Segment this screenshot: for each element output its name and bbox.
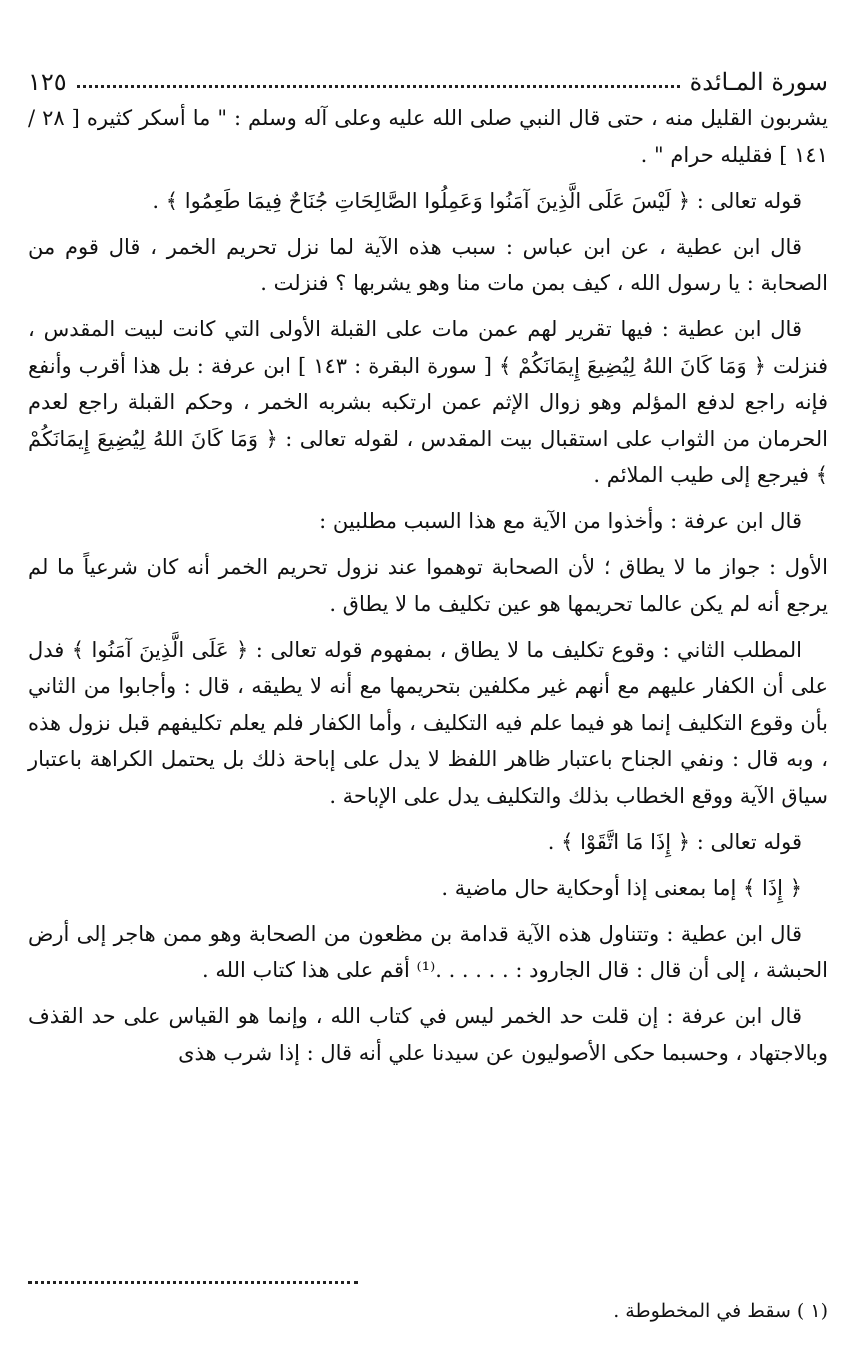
- document-page: [28, 56, 828, 1356]
- footnote-divider: [28, 1281, 358, 1284]
- paragraph: المطلب الثاني : وقوع تكليف ما لا يطاق ، بمفهوم قوله تعالى : ﴿ عَلَى الَّذِينَ آمَنُوا ﴾ فدل على أن الكفار عليهم مع أنهم غير مكلفين بتحريمها مع أنه لا يطيقه ، قال : وأجابوا من الثاني بأن وقوع التكليف إنما هو فيما علم فيه التكليف ، وأما الكفار فلم يعلم تكليفهم قبل نزول هذه ، وبه قال : ونفي الجناح باعتبار ظاهر اللفظ لا يدل على إباحة ذلك بل يحتمل الكراهة باعتبار سياق الآية ووقع الخطاب بذلك والتكليف يدل على الإباحة .: [28, 637, 828, 808]
- paragraph: ﴿ إِذَا ﴾ إما بمعنى إذا أوحكاية حال ماضية .: [441, 875, 802, 900]
- footnote: (١ ) سقط في المخطوطة .: [613, 1300, 828, 1322]
- paragraph: قوله تعالى : ﴿ إِذَا مَا اتَّقَوْا ﴾ .: [547, 829, 802, 854]
- paragraph: يشربون القليل منه ، حتى قال النبي صلى الله عليه وعلى آله وسلم : " ما أسكر كثيره [ ٢٨ / ١٤١ ] فقليله حرام " .: [28, 106, 828, 167]
- paragraph: قال ابن عرفة : وأخذوا من الآية مع هذا السبب مطلبين :: [319, 509, 802, 533]
- body-text: [28, 100, 828, 1081]
- page-number: ١٢٥: [28, 68, 67, 96]
- paragraph: قال ابن عرفة : إن قلت حد الخمر ليس في كتاب الله ، وإنما هو القياس على حد القذف وبالاجتهاد ، وحسبما حكى الأصوليون عن سيدنا علي أنه قال : إذا شرب هذى: [28, 1004, 828, 1065]
- paragraph: قال ابن عطية : فيها تقرير لهم عمن مات على القبلة الأولى التي كانت لبيت المقدس ، فنزلت ﴿ وَمَا كَانَ اللهُ لِيُضِيعَ إِيمَانَكُمْ ﴾ [ سورة البقرة : ١٤٣ ] ابن عرفة : بل هذا أقرب وأنفع فإنه راجع لدفع المؤلم وهو زوال الإثم عمن ارتكبه بشربه الخمر ، وحكم القبلة راجع لعدم الحرمان من الثواب على استقبال بيت المقدس ، لقوله تعالى : ﴿ وَمَا كَانَ اللهُ لِيُضِيعَ إِيمَانَكُمْ ﴾ فيرجع إلى طيب الملائم .: [28, 317, 829, 487]
- paragraph: قال ابن عطية : وتتناول هذه الآية قدامة بن مظعون من الصحابة وهو ممن هاجر إلى أرض الحبشة ، إلى أن قال : قال الجارود : . . . . . .⁽¹⁾ أقم على هذا كتاب الله .: [28, 921, 828, 982]
- paragraph: الأول : جواز ما لا يطاق ؛ لأن الصحابة توهموا عند نزول تحريم الخمر أنه كان شرعياً ما لم يرجع أنه لم يكن عالما تحريمها هو عين تكليف ما لا يطاق .: [28, 555, 828, 616]
- paragraph: قوله تعالى : ﴿ لَيْسَ عَلَى الَّذِينَ آمَنُوا وَعَمِلُوا الصَّالِحَاتِ جُنَاحٌ فِيمَا طَعِمُوا ﴾ .: [152, 188, 802, 213]
- surah-title: سورة المـائدة: [689, 68, 828, 96]
- header-dotted-leader: [77, 85, 680, 88]
- page-header: [28, 56, 828, 96]
- paragraph: قال ابن عطية ، عن ابن عباس : سبب هذه الآية لما نزل تحريم الخمر ، قال قوم من الصحابة : يا رسول الله ، كيف بمن مات منا وهو يشربها ؟ فنزلت .: [28, 234, 828, 295]
